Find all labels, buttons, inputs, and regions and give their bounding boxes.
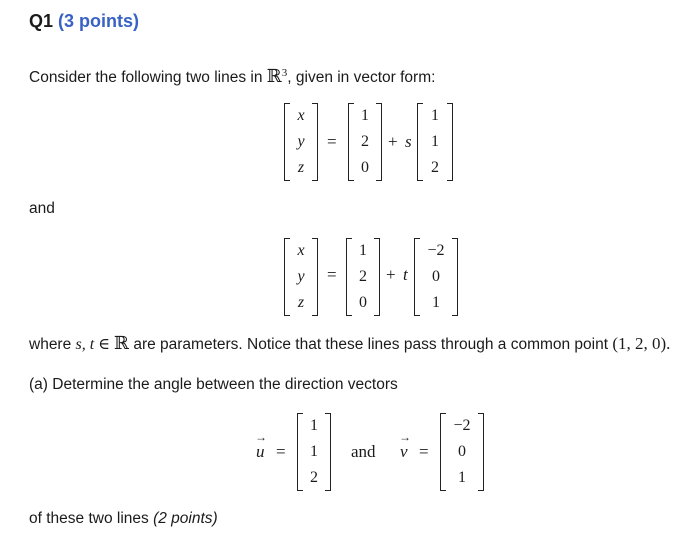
line1-dir-3: 2 <box>431 159 439 176</box>
line2-dir-3: 1 <box>432 294 440 311</box>
line2-direction-vector <box>414 238 458 316</box>
vectors-and: and <box>351 442 376 461</box>
line1-point-2: 2 <box>361 133 369 150</box>
question-number: Q1 <box>29 11 54 31</box>
line2-dir-2: 0 <box>432 268 440 285</box>
v-arrow-icon: → <box>399 430 411 444</box>
reals-symbol: ℝ <box>266 66 282 86</box>
line1-point-1: 1 <box>361 107 369 124</box>
line2-point-3: 0 <box>359 294 367 311</box>
v-equals: = <box>419 442 429 461</box>
intro-sentence <box>29 66 435 87</box>
line1-lhs-x: x <box>297 107 305 124</box>
vector-v-matrix <box>440 413 484 491</box>
line1-plus: + <box>388 132 398 151</box>
v-val-3: 1 <box>458 469 466 486</box>
question-title <box>29 11 139 32</box>
line2-point-vector <box>346 238 380 316</box>
line2-dir-1: −2 <box>427 242 445 259</box>
where-reals-symbol: ℝ <box>114 333 130 353</box>
line1-dir-1: 1 <box>431 107 439 124</box>
line1-point-3: 0 <box>361 159 369 176</box>
common-point: (1, 2, 0). <box>612 334 671 353</box>
u-letter: u <box>256 442 265 461</box>
where-sentence <box>29 333 670 354</box>
where-vars: s, t <box>75 336 95 353</box>
vector-u-matrix <box>297 413 331 491</box>
where-start: where <box>29 336 76 353</box>
u-val-1: 1 <box>310 417 318 434</box>
closing-sentence <box>29 510 218 528</box>
v-letter: v <box>400 442 408 461</box>
intro-text: Consider the following two lines in <box>29 69 267 86</box>
u-equals: = <box>276 442 286 461</box>
element-of-symbol: ∈ <box>94 336 115 353</box>
vector-v-label <box>399 430 411 462</box>
line2-equals: = <box>327 265 337 284</box>
line2-lhs-vector <box>284 238 318 316</box>
line1-equals: = <box>327 132 337 151</box>
line1-direction-vector <box>417 103 453 181</box>
line1-point-vector <box>348 103 382 181</box>
vector-u-label <box>255 430 267 462</box>
u-val-2: 1 <box>310 443 318 460</box>
v-val-2: 0 <box>458 443 466 460</box>
v-val-1: −2 <box>453 417 471 434</box>
and-label: and <box>29 200 55 217</box>
intro-rest: , given in vector form: <box>287 69 436 86</box>
line1-lhs-z: z <box>297 159 305 176</box>
part-a-prompt: (a) Determine the angle between the direction vectors <box>29 376 398 393</box>
dimension-superscript: 3 <box>281 66 288 79</box>
line2-lhs-y: y <box>297 268 305 285</box>
line2-lhs-x: x <box>297 242 305 259</box>
line2-plus: + <box>386 265 396 284</box>
line2-point-2: 2 <box>359 268 367 285</box>
line2-param: t <box>403 265 408 284</box>
line1-lhs-y: y <box>297 133 305 150</box>
u-arrow-icon: → <box>255 430 267 444</box>
u-val-3: 2 <box>310 469 318 486</box>
question-points: (3 points) <box>58 11 140 31</box>
line2-point-1: 1 <box>359 242 367 259</box>
line1-param: s <box>405 132 412 151</box>
closing-points: (2 points) <box>153 510 218 527</box>
closing-text: of these two lines <box>29 510 154 527</box>
where-rest: are parameters. Notice that these lines pass through a common point <box>129 336 613 353</box>
line1-dir-2: 1 <box>431 133 439 150</box>
line2-lhs-z: z <box>297 294 305 311</box>
line1-lhs-vector <box>284 103 318 181</box>
